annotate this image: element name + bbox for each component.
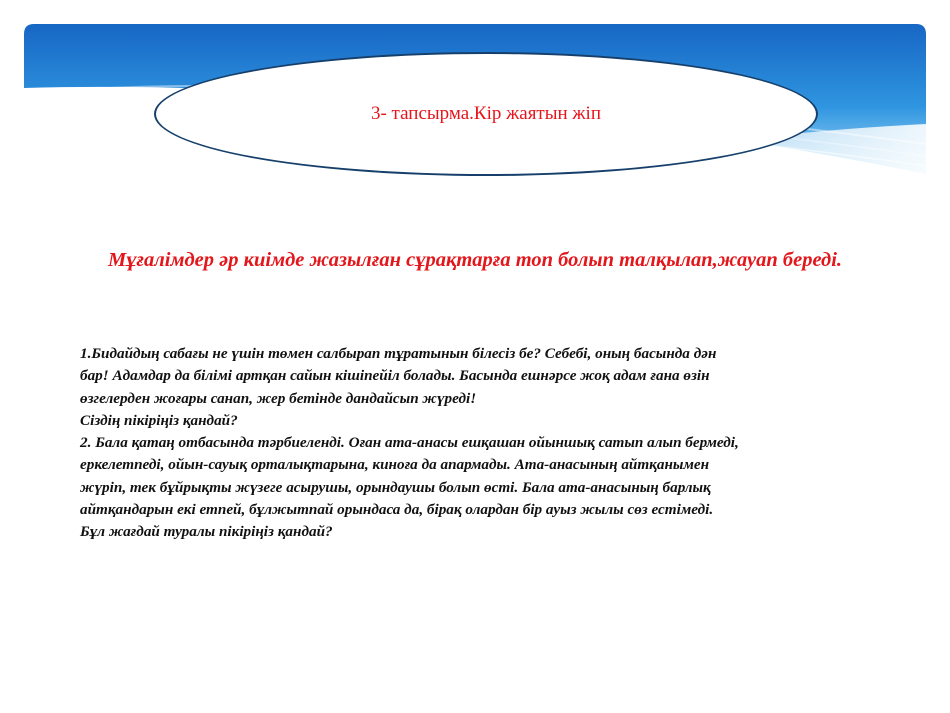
body-line: жүріп, тек бұйрықты жүзеге асырушы, орындаушы болып өсті. Бала ата-анасының барлық	[80, 478, 711, 496]
body-line: еркелетпеді, ойын-сауық орталықтарына, киноға да апармады. Ата-анасының айтқанымен	[80, 456, 710, 474]
body-line: 2. Бала қатаң отбасында тәрбиеленді. Оған ата-анасы ешқашан ойыншық сатып алып бермеді,	[80, 434, 739, 452]
body-line: айтқандарын екі етпей, бұлжытпай орындаса да, бірақ олардан бір ауыз жылы сөз естімеді.	[80, 501, 714, 519]
slide-subtitle: Мұғалімдер әр киімде жазылған сұрақтарға топ болып талқылап,жауап береді.	[107, 249, 843, 271]
body-line: өзгелерден жоғары санап, жер бетінде дандайсып жүреді!	[80, 389, 477, 407]
body-line: бар! Адамдар да білімі артқан сайын кішіпейіл болады. Басында ешнәрсе жоқ адам ғана өзін	[80, 367, 710, 385]
body-line: Бұл жағдай туралы пікіріңіз қандай?	[80, 523, 333, 541]
title-ellipse	[154, 52, 818, 176]
body-text	[80, 343, 910, 544]
body-line: 1.Бидайдың сабағы не үшін төмен салбырап тұратынын білесіз бе? Себебі, оның басында дән	[80, 345, 717, 362]
slide-title: 3- тапсырма.Кір жаятын жіп	[370, 103, 601, 124]
body-line: Сіздің пікіріңіз қандай?	[80, 411, 238, 429]
